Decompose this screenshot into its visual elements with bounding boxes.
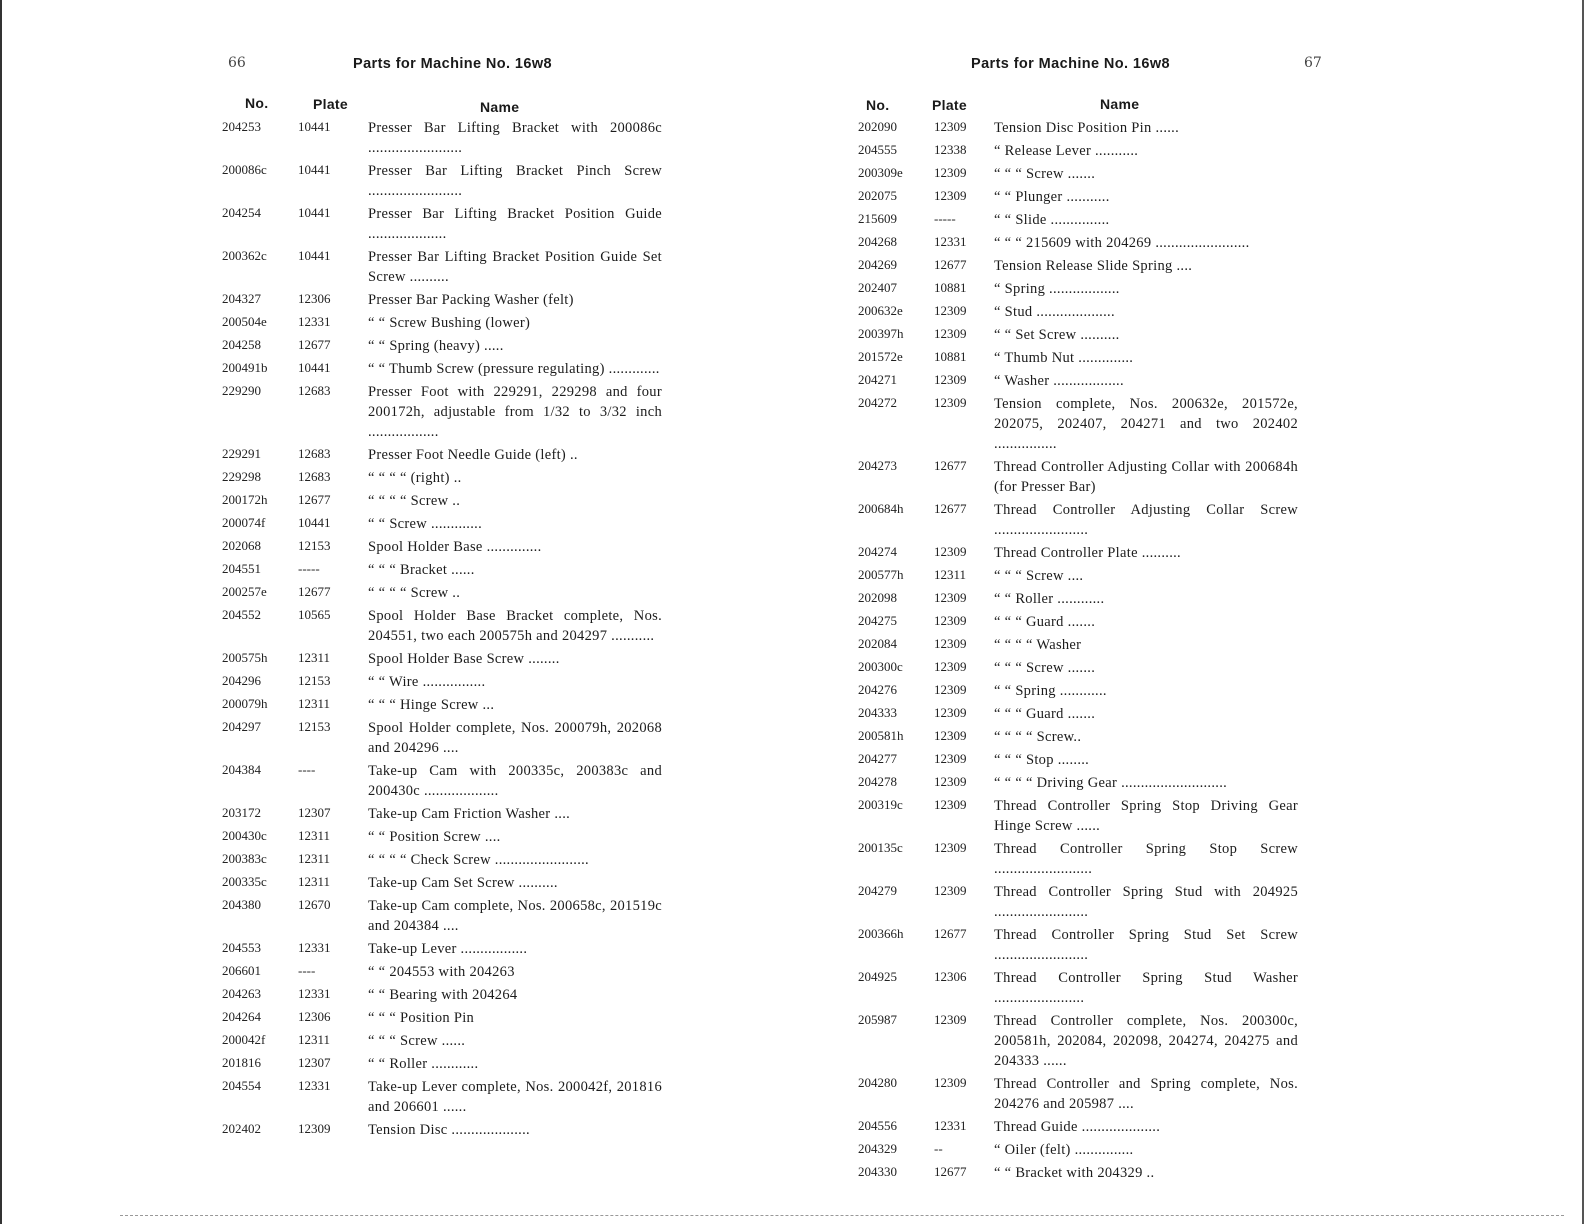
- part-number: 200383c: [222, 851, 267, 866]
- part-number: 200491b: [222, 360, 268, 375]
- plate-number: 12309: [934, 303, 967, 318]
- part-name: “ “ “ Guard .......: [994, 614, 1096, 630]
- part-name: “ “ Wire ................: [368, 674, 486, 690]
- plate-number: 12153: [298, 538, 331, 553]
- parts-list-right: [858, 118, 1298, 1186]
- part-row: [222, 873, 662, 893]
- part-name: “ “ Roller ............: [994, 591, 1105, 607]
- part-number: 204269: [858, 257, 897, 272]
- part-name: Tension complete, Nos. 200632e, 201572e, 202075, 202407, 204271 and two 202402 ................: [994, 396, 1298, 452]
- part-number: 201572e: [858, 349, 903, 364]
- plate-number: 12309: [934, 1012, 967, 1027]
- part-row: [858, 1163, 1298, 1183]
- part-row: [222, 896, 662, 936]
- plate-number: 12331: [298, 1078, 331, 1093]
- part-number: 200684h: [858, 501, 904, 516]
- part-row: [858, 394, 1298, 454]
- plate-number: 12311: [298, 650, 331, 665]
- part-row: [222, 359, 662, 379]
- part-number: 200074f: [222, 515, 266, 530]
- part-row: [858, 1140, 1298, 1160]
- part-row: [858, 681, 1298, 701]
- part-row: [858, 500, 1298, 540]
- part-name: Take-up Cam with 200335c, 200383c and 200430c ...................: [368, 763, 662, 799]
- part-row: [222, 382, 662, 442]
- column-header-plate: Plate: [932, 97, 967, 113]
- plate-number: 12309: [934, 326, 967, 341]
- plate-number: 10441: [298, 119, 331, 134]
- part-number: 200309e: [858, 165, 903, 180]
- part-number: 204254: [222, 205, 261, 220]
- part-number: 204263: [222, 986, 261, 1001]
- plate-number: 12677: [298, 584, 331, 599]
- plate-number: 10441: [298, 515, 331, 530]
- part-name: “ “ “ “ (right) ..: [368, 470, 462, 486]
- parts-list-left: [222, 118, 662, 1143]
- part-row: [858, 635, 1298, 655]
- plate-number: 10441: [298, 162, 331, 177]
- part-name: Spool Holder Base ..............: [368, 539, 542, 555]
- part-row: [222, 827, 662, 847]
- part-name: Presser Foot with 229291, 229298 and four 200172h, adjustable from 1/32 to 3/32 inch ..................: [368, 384, 662, 440]
- part-row: [858, 118, 1298, 138]
- part-name: “ “ Spring (heavy) .....: [368, 338, 504, 354]
- part-name: “ “ Set Screw ..........: [994, 327, 1120, 343]
- plate-number: 12311: [298, 1032, 331, 1047]
- part-name: “ “ Slide ...............: [994, 212, 1110, 228]
- plate-number: 10441: [298, 360, 331, 375]
- part-number: 204279: [858, 883, 897, 898]
- part-name: “ “ “ “ Screw ..: [368, 585, 461, 601]
- part-name: Spool Holder complete, Nos. 200079h, 202068 and 204296 ....: [368, 720, 662, 756]
- part-row: [222, 1077, 662, 1117]
- part-name: “ “ Screw .............: [368, 516, 483, 532]
- plate-number: 10441: [298, 205, 331, 220]
- plate-number: 12153: [298, 719, 331, 734]
- part-row: [222, 491, 662, 511]
- part-row: [858, 925, 1298, 965]
- plate-number: 12677: [298, 492, 331, 507]
- part-name: Thread Controller and Spring complete, Nos. 204276 and 205987 ....: [994, 1076, 1298, 1112]
- plate-number: 12677: [934, 257, 967, 272]
- part-number: 200632e: [858, 303, 903, 318]
- part-name: “ Stud ....................: [994, 304, 1115, 320]
- plate-number: 12309: [934, 705, 967, 720]
- part-row: [222, 247, 662, 287]
- part-row: [222, 514, 662, 534]
- part-row: [222, 1008, 662, 1028]
- part-number: 200257e: [222, 584, 267, 599]
- plate-number: -----: [934, 211, 956, 226]
- plate-number: 10441: [298, 248, 331, 263]
- plate-number: 12683: [298, 383, 331, 398]
- part-number: 200319c: [858, 797, 903, 812]
- part-row: [222, 850, 662, 870]
- plate-number: 12309: [934, 372, 967, 387]
- plate-number: 12311: [298, 828, 331, 843]
- part-row: [222, 560, 662, 580]
- part-name: Thread Controller Adjusting Collar Screw ........................: [994, 502, 1298, 538]
- part-row: [222, 313, 662, 333]
- part-number: 204274: [858, 544, 897, 559]
- part-row: [858, 839, 1298, 879]
- part-number: 200335c: [222, 874, 267, 889]
- part-number: 200575h: [222, 650, 268, 665]
- plate-number: ----: [298, 762, 316, 777]
- part-number: 200172h: [222, 492, 268, 507]
- part-row: [858, 750, 1298, 770]
- column-header-plate: Plate: [313, 96, 348, 112]
- part-number: 201816: [222, 1055, 261, 1070]
- part-name: “ “ “ “ Driving Gear ...........................: [994, 775, 1228, 791]
- part-number: 204552: [222, 607, 261, 622]
- plate-number: 12309: [934, 883, 967, 898]
- part-name: Tension Disc Position Pin ......: [994, 120, 1180, 136]
- part-number: 204275: [858, 613, 897, 628]
- part-number: 229290: [222, 383, 261, 398]
- part-name: “ “ Spring ............: [994, 683, 1107, 699]
- part-number: 202090: [858, 119, 897, 134]
- plate-number: 12311: [934, 567, 967, 582]
- part-row: [222, 468, 662, 488]
- part-number: 204556: [858, 1118, 897, 1133]
- column-header-no: No.: [866, 97, 890, 113]
- part-row: [858, 325, 1298, 345]
- part-row: [222, 606, 662, 646]
- part-row: [858, 1117, 1298, 1137]
- part-row: [222, 1054, 662, 1074]
- part-name: “ “ “ “ Check Screw ........................: [368, 852, 589, 868]
- plate-number: 12309: [934, 840, 967, 855]
- part-row: [222, 962, 662, 982]
- part-row: [858, 348, 1298, 368]
- plate-number: 12309: [934, 797, 967, 812]
- part-row: [858, 233, 1298, 253]
- plate-number: 12309: [934, 751, 967, 766]
- part-row: [222, 1031, 662, 1051]
- part-name: “ “ Bearing with 204264: [368, 987, 518, 1003]
- part-row: [858, 543, 1298, 563]
- part-name: Spool Holder Base Bracket complete, Nos. 204551, two each 200575h and 204297 ...........: [368, 608, 662, 644]
- part-row: [858, 457, 1298, 497]
- part-row: [222, 672, 662, 692]
- part-row: [222, 290, 662, 310]
- plate-number: 12311: [298, 696, 331, 711]
- part-name: “ “ Position Screw ....: [368, 829, 501, 845]
- part-number: 204280: [858, 1075, 897, 1090]
- plate-number: 12309: [934, 682, 967, 697]
- part-row: [858, 589, 1298, 609]
- part-number: 200397h: [858, 326, 904, 341]
- plate-number: 12307: [298, 805, 331, 820]
- plate-number: 12677: [934, 501, 967, 516]
- plate-number: 12309: [934, 188, 967, 203]
- part-name: Take-up Cam Set Screw ..........: [368, 875, 558, 891]
- part-row: [222, 161, 662, 201]
- part-row: [222, 204, 662, 244]
- part-number: 204253: [222, 119, 261, 134]
- part-row: [858, 141, 1298, 161]
- part-number: 202407: [858, 280, 897, 295]
- part-name: “ “ “ Screw .......: [994, 660, 1096, 676]
- page-number-left: 66: [228, 55, 246, 71]
- part-number: 202098: [858, 590, 897, 605]
- plate-number: 12331: [298, 940, 331, 955]
- plate-number: 12306: [298, 291, 331, 306]
- plate-number: 12331: [934, 234, 967, 249]
- column-header-no: No.: [245, 95, 269, 111]
- part-name: “ “ 204553 with 204263: [368, 964, 515, 980]
- part-row: [858, 1011, 1298, 1071]
- plate-number: 12670: [298, 897, 331, 912]
- part-number: 204380: [222, 897, 261, 912]
- part-name: “ “ “ “ Washer: [994, 637, 1082, 653]
- plate-number: 12309: [934, 774, 967, 789]
- part-name: “ “ Bracket with 204329 ..: [994, 1165, 1155, 1181]
- running-header-left: Parts for Machine No. 16w8: [353, 56, 552, 72]
- part-row: [858, 187, 1298, 207]
- part-name: Thread Controller Plate ..........: [994, 545, 1181, 561]
- part-name: Thread Controller Spring Stop Screw .........................: [994, 841, 1298, 877]
- scan-left-edge: [0, 0, 2, 1224]
- part-row: [222, 583, 662, 603]
- part-number: 204553: [222, 940, 261, 955]
- part-number: 215609: [858, 211, 897, 226]
- part-number: 204276: [858, 682, 897, 697]
- part-number: 202084: [858, 636, 897, 651]
- part-row: [858, 566, 1298, 586]
- part-row: [222, 537, 662, 557]
- part-number: 204273: [858, 458, 897, 473]
- part-row: [222, 804, 662, 824]
- part-number: 202068: [222, 538, 261, 553]
- part-row: [222, 1120, 662, 1140]
- part-row: [858, 796, 1298, 836]
- part-row: [222, 985, 662, 1005]
- plate-number: 12677: [934, 458, 967, 473]
- part-name: Take-up Cam Friction Washer ....: [368, 806, 571, 822]
- bottom-scan-rule: [120, 1215, 1564, 1216]
- part-name: Take-up Lever complete, Nos. 200042f, 201816 and 206601 ......: [368, 1079, 662, 1115]
- part-name: Thread Controller complete, Nos. 200300c, 200581h, 202084, 202098, 204274, 204275 and 204333 ......: [994, 1013, 1298, 1069]
- plate-number: 12683: [298, 469, 331, 484]
- part-row: [222, 695, 662, 715]
- part-number: 206601: [222, 963, 261, 978]
- part-name: “ “ “ “ Screw..: [994, 729, 1082, 745]
- part-number: 229291: [222, 446, 261, 461]
- plate-number: 12677: [934, 926, 967, 941]
- plate-number: --: [934, 1141, 943, 1156]
- plate-number: 12306: [298, 1009, 331, 1024]
- part-name: Presser Bar Lifting Bracket Position Guide Set Screw ..........: [368, 249, 662, 285]
- part-name: “ “ “ Screw ....: [994, 568, 1084, 584]
- part-number: 204296: [222, 673, 261, 688]
- part-number: 204333: [858, 705, 897, 720]
- part-name: “ “ “ Guard .......: [994, 706, 1096, 722]
- part-row: [858, 773, 1298, 793]
- part-row: [858, 968, 1298, 1008]
- part-number: 204264: [222, 1009, 261, 1024]
- part-number: 204551: [222, 561, 261, 576]
- part-name: “ “ “ 215609 with 204269 ........................: [994, 235, 1250, 251]
- part-number: 204327: [222, 291, 261, 306]
- part-number: 204297: [222, 719, 261, 734]
- part-row: [858, 256, 1298, 276]
- plate-number: 12311: [298, 851, 331, 866]
- part-number: 204555: [858, 142, 897, 157]
- plate-number: 10565: [298, 607, 331, 622]
- part-name: Take-up Lever .................: [368, 941, 528, 957]
- part-name: “ “ Thumb Screw (pressure regulating) .............: [368, 361, 660, 377]
- part-name: “ “ “ Screw .......: [994, 166, 1096, 182]
- part-number: 200577h: [858, 567, 904, 582]
- plate-number: 12677: [298, 337, 331, 352]
- part-name: “ “ “ Stop ........: [994, 752, 1090, 768]
- part-name: Thread Guide ....................: [994, 1119, 1161, 1135]
- part-number: 200430c: [222, 828, 267, 843]
- part-number: 200362c: [222, 248, 267, 263]
- part-name: Tension Disc ....................: [368, 1122, 530, 1138]
- part-name: “ “ “ Bracket ......: [368, 562, 475, 578]
- part-name: Tension Release Slide Spring ....: [994, 258, 1193, 274]
- plate-number: 12309: [934, 590, 967, 605]
- plate-number: 12153: [298, 673, 331, 688]
- part-name: Take-up Cam complete, Nos. 200658c, 201519c and 204384 ....: [368, 898, 662, 934]
- part-row: [858, 704, 1298, 724]
- plate-number: 12677: [934, 1164, 967, 1179]
- plate-number: 12331: [934, 1118, 967, 1133]
- part-number: 200581h: [858, 728, 904, 743]
- part-number: 200086c: [222, 162, 267, 177]
- part-name: Spool Holder Base Screw ........: [368, 651, 560, 667]
- part-number: 204268: [858, 234, 897, 249]
- part-number: 204384: [222, 762, 261, 777]
- part-name: “ Thumb Nut ..............: [994, 350, 1134, 366]
- part-row: [222, 718, 662, 758]
- plate-number: 12309: [934, 544, 967, 559]
- part-name: “ “ Plunger ...........: [994, 189, 1110, 205]
- part-row: [222, 118, 662, 158]
- part-row: [858, 279, 1298, 299]
- part-name: Thread Controller Spring Stud Set Screw ........................: [994, 927, 1298, 963]
- plate-number: 12306: [934, 969, 967, 984]
- plate-number: 12683: [298, 446, 331, 461]
- plate-number: 10881: [934, 280, 967, 295]
- part-number: 204271: [858, 372, 897, 387]
- part-name: “ “ Screw Bushing (lower): [368, 315, 531, 331]
- plate-number: 12331: [298, 314, 331, 329]
- part-row: [858, 727, 1298, 747]
- plate-number: 12309: [934, 395, 967, 410]
- part-number: 200366h: [858, 926, 904, 941]
- part-row: [858, 658, 1298, 678]
- part-name: “ “ “ Position Pin: [368, 1010, 475, 1026]
- part-number: 202075: [858, 188, 897, 203]
- part-name: Thread Controller Spring Stud Washer .......................: [994, 970, 1298, 1006]
- part-row: [222, 445, 662, 465]
- plate-number: 12309: [934, 636, 967, 651]
- part-number: 205987: [858, 1012, 897, 1027]
- column-header-name: Name: [480, 99, 520, 115]
- part-name: “ “ “ “ Screw ..: [368, 493, 461, 509]
- plate-number: 12309: [934, 728, 967, 743]
- part-name: “ “ Roller ............: [368, 1056, 479, 1072]
- part-number: 204330: [858, 1164, 897, 1179]
- part-number: 200079h: [222, 696, 268, 711]
- part-number: 204278: [858, 774, 897, 789]
- plate-number: 10881: [934, 349, 967, 364]
- part-name: Presser Foot Needle Guide (left) ..: [368, 447, 578, 463]
- part-number: 204277: [858, 751, 897, 766]
- part-row: [858, 302, 1298, 322]
- part-row: [222, 649, 662, 669]
- part-name: Presser Bar Lifting Bracket Pinch Screw ........................: [368, 163, 662, 199]
- part-row: [858, 1074, 1298, 1114]
- part-name: “ “ “ Screw ......: [368, 1033, 466, 1049]
- part-number: 202402: [222, 1121, 261, 1136]
- part-number: 204329: [858, 1141, 897, 1156]
- part-name: “ “ “ Hinge Screw ...: [368, 697, 495, 713]
- part-name: Presser Bar Packing Washer (felt): [368, 292, 574, 308]
- plate-number: 12309: [298, 1121, 331, 1136]
- part-number: 204554: [222, 1078, 261, 1093]
- part-row: [222, 761, 662, 801]
- part-row: [858, 371, 1298, 391]
- plate-number: ----: [298, 963, 316, 978]
- part-number: 200504e: [222, 314, 267, 329]
- part-number: 200300c: [858, 659, 903, 674]
- part-name: Thread Controller Spring Stop Driving Gear Hinge Screw ......: [994, 798, 1298, 834]
- plate-number: 12307: [298, 1055, 331, 1070]
- running-header-right: Parts for Machine No. 16w8: [971, 56, 1170, 72]
- plate-number: 12331: [298, 986, 331, 1001]
- plate-number: 12338: [934, 142, 967, 157]
- part-name: Thread Controller Spring Stud with 204925 ........................: [994, 884, 1298, 920]
- part-number: 203172: [222, 805, 261, 820]
- part-number: 204925: [858, 969, 897, 984]
- part-name: Presser Bar Lifting Bracket with 200086c ........................: [368, 120, 662, 156]
- part-number: 200135c: [858, 840, 903, 855]
- part-row: [222, 336, 662, 356]
- part-row: [858, 882, 1298, 922]
- part-name: Presser Bar Lifting Bracket Position Guide ....................: [368, 206, 662, 242]
- part-number: 229298: [222, 469, 261, 484]
- part-name: “ Washer ..................: [994, 373, 1124, 389]
- plate-number: 12309: [934, 659, 967, 674]
- part-name: “ Spring ..................: [994, 281, 1120, 297]
- part-number: 204258: [222, 337, 261, 352]
- plate-number: 12309: [934, 165, 967, 180]
- page-number-right: 67: [1304, 55, 1322, 71]
- column-header-name: Name: [1100, 96, 1140, 112]
- plate-number: -----: [298, 561, 320, 576]
- part-row: [858, 210, 1298, 230]
- part-row: [858, 612, 1298, 632]
- plate-number: 12309: [934, 1075, 967, 1090]
- plate-number: 12309: [934, 613, 967, 628]
- part-name: “ Oiler (felt) ...............: [994, 1142, 1134, 1158]
- part-name: “ Release Lever ...........: [994, 143, 1139, 159]
- plate-number: 12309: [934, 119, 967, 134]
- part-name: Thread Controller Adjusting Collar with 200684h (for Presser Bar): [994, 459, 1298, 495]
- part-number: 204272: [858, 395, 897, 410]
- part-row: [858, 164, 1298, 184]
- part-row: [222, 939, 662, 959]
- part-number: 200042f: [222, 1032, 266, 1047]
- plate-number: 12311: [298, 874, 331, 889]
